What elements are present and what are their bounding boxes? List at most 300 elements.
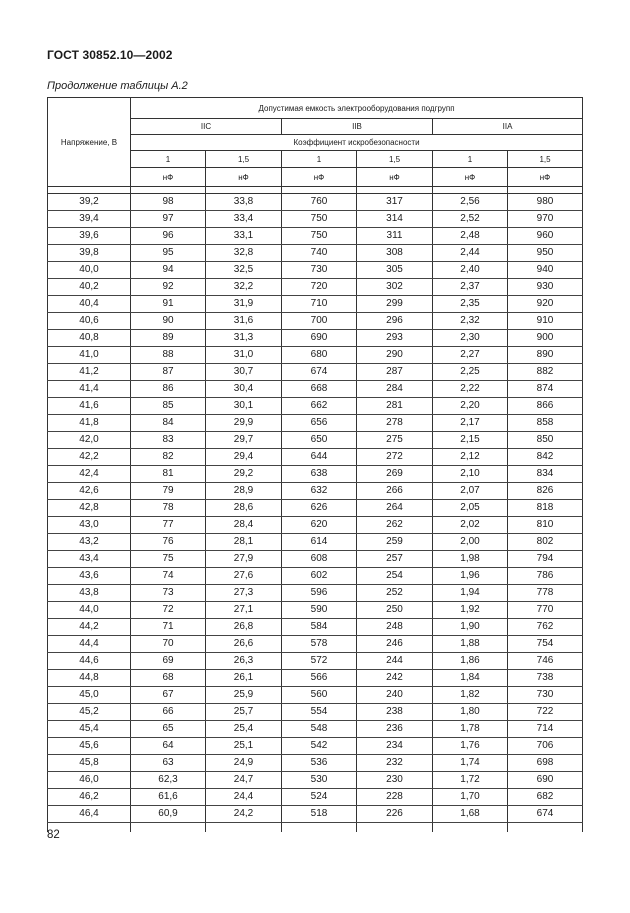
capacity-cell: 24,2 [206, 806, 282, 823]
capacity-cell: 1,96 [433, 568, 508, 585]
capacity-cell: 284 [357, 381, 433, 398]
empty-cell [282, 823, 357, 833]
unit-header: нФ [357, 168, 433, 187]
capacity-cell: 79 [131, 483, 206, 500]
capacity-cell: 91 [131, 296, 206, 313]
group-header-iia: IIA [433, 119, 583, 135]
capacity-cell: 714 [508, 721, 583, 738]
capacity-cell: 62,3 [131, 772, 206, 789]
capacity-cell: 2,25 [433, 364, 508, 381]
capacity-cell: 674 [508, 806, 583, 823]
capacity-cell: 930 [508, 279, 583, 296]
capacity-cell: 1,88 [433, 636, 508, 653]
table-row [48, 483, 583, 500]
empty-cell [48, 823, 131, 833]
capacity-cell: 83 [131, 432, 206, 449]
capacity-cell: 644 [282, 449, 357, 466]
voltage-cell: 46,0 [48, 772, 131, 789]
capacity-cell: 1,90 [433, 619, 508, 636]
table-row [48, 721, 583, 738]
capacity-cell: 810 [508, 517, 583, 534]
voltage-cell: 44,0 [48, 602, 131, 619]
capacity-cell: 95 [131, 245, 206, 262]
capacity-cell: 244 [357, 653, 433, 670]
capacity-cell: 88 [131, 347, 206, 364]
voltage-cell: 43,0 [48, 517, 131, 534]
empty-cell [433, 823, 508, 833]
voltage-cell: 44,8 [48, 670, 131, 687]
voltage-cell: 42,8 [48, 500, 131, 517]
capacity-cell: 530 [282, 772, 357, 789]
capacity-cell: 700 [282, 313, 357, 330]
capacity-cell: 250 [357, 602, 433, 619]
capacity-cell: 66 [131, 704, 206, 721]
capacity-cell: 2,22 [433, 381, 508, 398]
capacity-cell: 272 [357, 449, 433, 466]
capacity-cell: 76 [131, 534, 206, 551]
capacity-cell: 2,32 [433, 313, 508, 330]
table-row [48, 245, 583, 262]
capacity-cell: 1,74 [433, 755, 508, 772]
capacity-cell: 960 [508, 228, 583, 245]
capacity-cell: 69 [131, 653, 206, 670]
capacity-cell: 85 [131, 398, 206, 415]
capacity-cell: 584 [282, 619, 357, 636]
voltage-cell: 41,0 [48, 347, 131, 364]
voltage-cell: 43,2 [48, 534, 131, 551]
capacity-cell: 308 [357, 245, 433, 262]
capacity-cell: 668 [282, 381, 357, 398]
capacity-cell: 24,7 [206, 772, 282, 789]
capacity-cell: 238 [357, 704, 433, 721]
capacity-cell: 2,27 [433, 347, 508, 364]
capacity-cell: 63 [131, 755, 206, 772]
factor-header: 1,5 [357, 151, 433, 168]
capacity-cell: 86 [131, 381, 206, 398]
capacity-cell: 26,1 [206, 670, 282, 687]
capacity-cell: 536 [282, 755, 357, 772]
capacity-cell: 33,8 [206, 194, 282, 211]
capacity-cell: 242 [357, 670, 433, 687]
table-row [48, 602, 583, 619]
table-row [48, 585, 583, 602]
capacity-cell: 578 [282, 636, 357, 653]
factor-header: 1 [433, 151, 508, 168]
capacity-cell: 1,98 [433, 551, 508, 568]
capacity-cell: 71 [131, 619, 206, 636]
table-row [48, 670, 583, 687]
voltage-cell: 45,0 [48, 687, 131, 704]
capacity-cell: 698 [508, 755, 583, 772]
capacity-table [47, 97, 583, 832]
capacity-cell: 32,5 [206, 262, 282, 279]
voltage-cell: 39,6 [48, 228, 131, 245]
table-row [48, 330, 583, 347]
capacity-cell: 25,1 [206, 738, 282, 755]
capacity-cell: 32,8 [206, 245, 282, 262]
capacity-cell: 1,80 [433, 704, 508, 721]
unit-header: нФ [131, 168, 206, 187]
capacity-cell: 1,72 [433, 772, 508, 789]
capacity-cell: 27,6 [206, 568, 282, 585]
capacity-cell: 754 [508, 636, 583, 653]
capacity-cell: 1,82 [433, 687, 508, 704]
capacity-cell: 980 [508, 194, 583, 211]
voltage-cell: 45,4 [48, 721, 131, 738]
table-row [48, 517, 583, 534]
capacity-cell: 548 [282, 721, 357, 738]
capacity-cell: 970 [508, 211, 583, 228]
voltage-cell: 40,2 [48, 279, 131, 296]
capacity-cell: 29,4 [206, 449, 282, 466]
capacity-cell: 24,9 [206, 755, 282, 772]
unit-header: нФ [508, 168, 583, 187]
voltage-cell: 39,2 [48, 194, 131, 211]
capacity-cell: 31,6 [206, 313, 282, 330]
capacity-cell: 770 [508, 602, 583, 619]
capacity-cell: 28,1 [206, 534, 282, 551]
capacity-cell: 74 [131, 568, 206, 585]
capacity-cell: 590 [282, 602, 357, 619]
capacity-cell: 1,86 [433, 653, 508, 670]
capacity-cell: 518 [282, 806, 357, 823]
capacity-cell: 32,2 [206, 279, 282, 296]
table-caption: Продолжение таблицы А.2 [47, 80, 188, 92]
capacity-cell: 1,94 [433, 585, 508, 602]
capacity-cell: 28,4 [206, 517, 282, 534]
capacity-cell: 750 [282, 211, 357, 228]
capacity-cell: 2,02 [433, 517, 508, 534]
factor-header: 1,5 [508, 151, 583, 168]
capacity-cell: 950 [508, 245, 583, 262]
table-row [48, 228, 583, 245]
capacity-cell: 73 [131, 585, 206, 602]
table-row [48, 262, 583, 279]
capacity-cell: 858 [508, 415, 583, 432]
document-title: ГОСТ 30852.10—2002 [47, 48, 173, 62]
header-gap-row [48, 187, 583, 194]
capacity-cell: 690 [508, 772, 583, 789]
table-row [48, 432, 583, 449]
capacity-cell: 786 [508, 568, 583, 585]
voltage-cell: 45,8 [48, 755, 131, 772]
capacity-cell: 98 [131, 194, 206, 211]
empty-cell [206, 823, 282, 833]
capacity-cell: 900 [508, 330, 583, 347]
table-row [48, 449, 583, 466]
capacity-cell: 252 [357, 585, 433, 602]
capacity-cell: 78 [131, 500, 206, 517]
capacity-cell: 680 [282, 347, 357, 364]
group-header-iib: IIB [282, 119, 433, 135]
voltage-cell: 46,2 [48, 789, 131, 806]
voltage-cell: 44,2 [48, 619, 131, 636]
voltage-cell: 40,8 [48, 330, 131, 347]
capacity-cell: 248 [357, 619, 433, 636]
table-row [48, 534, 583, 551]
capacity-cell: 275 [357, 432, 433, 449]
capacity-cell: 317 [357, 194, 433, 211]
table-row [48, 806, 583, 823]
capacity-cell: 305 [357, 262, 433, 279]
capacity-header: Допустимая емкость электрооборудования подгрупп [131, 98, 583, 119]
voltage-cell: 41,8 [48, 415, 131, 432]
table-row [48, 347, 583, 364]
voltage-cell: 43,8 [48, 585, 131, 602]
capacity-cell: 720 [282, 279, 357, 296]
capacity-cell: 750 [282, 228, 357, 245]
capacity-cell: 2,05 [433, 500, 508, 517]
capacity-cell: 602 [282, 568, 357, 585]
table-row [48, 636, 583, 653]
capacity-cell: 246 [357, 636, 433, 653]
table-row [48, 466, 583, 483]
capacity-cell: 97 [131, 211, 206, 228]
unit-header: нФ [433, 168, 508, 187]
capacity-cell: 866 [508, 398, 583, 415]
capacity-cell: 31,3 [206, 330, 282, 347]
capacity-cell: 26,3 [206, 653, 282, 670]
capacity-cell: 64 [131, 738, 206, 755]
voltage-cell: 45,2 [48, 704, 131, 721]
capacity-cell: 890 [508, 347, 583, 364]
capacity-cell: 30,1 [206, 398, 282, 415]
capacity-cell: 626 [282, 500, 357, 517]
table-row [48, 653, 583, 670]
voltage-cell: 42,4 [48, 466, 131, 483]
capacity-cell: 31,9 [206, 296, 282, 313]
capacity-cell: 730 [282, 262, 357, 279]
capacity-cell: 290 [357, 347, 433, 364]
table-row [48, 772, 583, 789]
capacity-cell: 311 [357, 228, 433, 245]
capacity-cell: 287 [357, 364, 433, 381]
voltage-cell: 40,0 [48, 262, 131, 279]
capacity-cell: 762 [508, 619, 583, 636]
capacity-cell: 746 [508, 653, 583, 670]
capacity-cell: 314 [357, 211, 433, 228]
capacity-cell: 554 [282, 704, 357, 721]
capacity-cell: 264 [357, 500, 433, 517]
capacity-cell: 27,1 [206, 602, 282, 619]
capacity-cell: 26,6 [206, 636, 282, 653]
capacity-cell: 25,9 [206, 687, 282, 704]
capacity-cell: 226 [357, 806, 433, 823]
capacity-cell: 30,7 [206, 364, 282, 381]
capacity-cell: 834 [508, 466, 583, 483]
capacity-cell: 722 [508, 704, 583, 721]
capacity-cell: 608 [282, 551, 357, 568]
capacity-cell: 27,9 [206, 551, 282, 568]
capacity-cell: 25,7 [206, 704, 282, 721]
voltage-cell: 45,6 [48, 738, 131, 755]
capacity-cell: 29,7 [206, 432, 282, 449]
capacity-cell: 266 [357, 483, 433, 500]
voltage-cell: 42,6 [48, 483, 131, 500]
capacity-cell: 826 [508, 483, 583, 500]
table-body [48, 187, 583, 833]
capacity-cell: 27,3 [206, 585, 282, 602]
capacity-cell: 2,52 [433, 211, 508, 228]
capacity-cell: 24,4 [206, 789, 282, 806]
table-row [48, 704, 583, 721]
capacity-cell: 89 [131, 330, 206, 347]
capacity-cell: 818 [508, 500, 583, 517]
group-header-iic: IIC [131, 119, 282, 135]
capacity-cell: 70 [131, 636, 206, 653]
capacity-cell: 656 [282, 415, 357, 432]
capacity-cell: 87 [131, 364, 206, 381]
capacity-cell: 82 [131, 449, 206, 466]
capacity-cell: 760 [282, 194, 357, 211]
capacity-cell: 2,10 [433, 466, 508, 483]
table-row [48, 398, 583, 415]
capacity-cell: 910 [508, 313, 583, 330]
capacity-cell: 2,12 [433, 449, 508, 466]
capacity-cell: 1,92 [433, 602, 508, 619]
capacity-cell: 2,07 [433, 483, 508, 500]
table-row [48, 619, 583, 636]
factor-header: 1 [131, 151, 206, 168]
capacity-cell: 2,20 [433, 398, 508, 415]
table-row [48, 194, 583, 211]
capacity-cell: 710 [282, 296, 357, 313]
capacity-cell: 296 [357, 313, 433, 330]
capacity-cell: 524 [282, 789, 357, 806]
capacity-cell: 2,37 [433, 279, 508, 296]
voltage-header: Напряжение, В [48, 98, 131, 187]
capacity-cell: 25,4 [206, 721, 282, 738]
capacity-cell: 662 [282, 398, 357, 415]
voltage-cell: 40,6 [48, 313, 131, 330]
capacity-cell: 2,44 [433, 245, 508, 262]
capacity-cell: 94 [131, 262, 206, 279]
capacity-cell: 278 [357, 415, 433, 432]
capacity-cell: 2,30 [433, 330, 508, 347]
table-row [48, 279, 583, 296]
unit-header: нФ [282, 168, 357, 187]
capacity-cell: 1,68 [433, 806, 508, 823]
capacity-cell: 706 [508, 738, 583, 755]
capacity-cell: 28,6 [206, 500, 282, 517]
capacity-cell: 90 [131, 313, 206, 330]
table-row [48, 551, 583, 568]
capacity-cell: 566 [282, 670, 357, 687]
capacity-cell: 33,1 [206, 228, 282, 245]
capacity-cell: 2,56 [433, 194, 508, 211]
capacity-cell: 1,70 [433, 789, 508, 806]
capacity-cell: 30,4 [206, 381, 282, 398]
voltage-cell: 46,4 [48, 806, 131, 823]
capacity-cell: 77 [131, 517, 206, 534]
capacity-cell: 2,00 [433, 534, 508, 551]
capacity-cell: 28,9 [206, 483, 282, 500]
capacity-cell: 302 [357, 279, 433, 296]
table-row [48, 738, 583, 755]
capacity-cell: 682 [508, 789, 583, 806]
capacity-cell: 236 [357, 721, 433, 738]
capacity-cell: 281 [357, 398, 433, 415]
capacity-cell: 690 [282, 330, 357, 347]
capacity-cell: 2,35 [433, 296, 508, 313]
capacity-cell: 2,15 [433, 432, 508, 449]
capacity-cell: 542 [282, 738, 357, 755]
capacity-cell: 738 [508, 670, 583, 687]
capacity-cell: 29,2 [206, 466, 282, 483]
capacity-cell: 31,0 [206, 347, 282, 364]
capacity-cell: 794 [508, 551, 583, 568]
voltage-cell: 44,6 [48, 653, 131, 670]
capacity-cell: 269 [357, 466, 433, 483]
capacity-cell: 234 [357, 738, 433, 755]
capacity-cell: 572 [282, 653, 357, 670]
capacity-cell: 638 [282, 466, 357, 483]
capacity-cell: 730 [508, 687, 583, 704]
capacity-cell: 674 [282, 364, 357, 381]
capacity-cell: 614 [282, 534, 357, 551]
capacity-cell: 259 [357, 534, 433, 551]
capacity-cell: 61,6 [131, 789, 206, 806]
voltage-cell: 39,4 [48, 211, 131, 228]
capacity-cell: 882 [508, 364, 583, 381]
capacity-cell: 262 [357, 517, 433, 534]
table-row [48, 313, 583, 330]
safety-factor-header: Коэффициент искробезопасности [131, 135, 583, 151]
capacity-cell: 26,8 [206, 619, 282, 636]
capacity-cell: 778 [508, 585, 583, 602]
capacity-cell: 842 [508, 449, 583, 466]
capacity-cell: 92 [131, 279, 206, 296]
voltage-cell: 43,4 [48, 551, 131, 568]
capacity-cell: 29,9 [206, 415, 282, 432]
capacity-cell: 84 [131, 415, 206, 432]
factor-header: 1,5 [206, 151, 282, 168]
capacity-cell: 940 [508, 262, 583, 279]
table-row [48, 500, 583, 517]
capacity-cell: 60,9 [131, 806, 206, 823]
unit-header: нФ [206, 168, 282, 187]
table-row [48, 568, 583, 585]
capacity-cell: 228 [357, 789, 433, 806]
capacity-cell: 620 [282, 517, 357, 534]
table-row [48, 364, 583, 381]
table-row [48, 211, 583, 228]
capacity-cell: 2,40 [433, 262, 508, 279]
capacity-cell: 240 [357, 687, 433, 704]
capacity-cell: 65 [131, 721, 206, 738]
voltage-cell: 42,0 [48, 432, 131, 449]
table-row [48, 415, 583, 432]
factor-header: 1 [282, 151, 357, 168]
capacity-cell: 72 [131, 602, 206, 619]
table-continuation [48, 823, 583, 833]
capacity-cell: 596 [282, 585, 357, 602]
capacity-cell: 257 [357, 551, 433, 568]
table-row [48, 296, 583, 313]
table-row [48, 789, 583, 806]
capacity-cell: 81 [131, 466, 206, 483]
capacity-cell: 560 [282, 687, 357, 704]
capacity-cell: 68 [131, 670, 206, 687]
table-row [48, 755, 583, 772]
capacity-cell: 802 [508, 534, 583, 551]
empty-cell [357, 823, 433, 833]
capacity-cell: 850 [508, 432, 583, 449]
capacity-cell: 232 [357, 755, 433, 772]
page-number: 82 [47, 829, 60, 841]
voltage-cell: 41,2 [48, 364, 131, 381]
capacity-cell: 33,4 [206, 211, 282, 228]
